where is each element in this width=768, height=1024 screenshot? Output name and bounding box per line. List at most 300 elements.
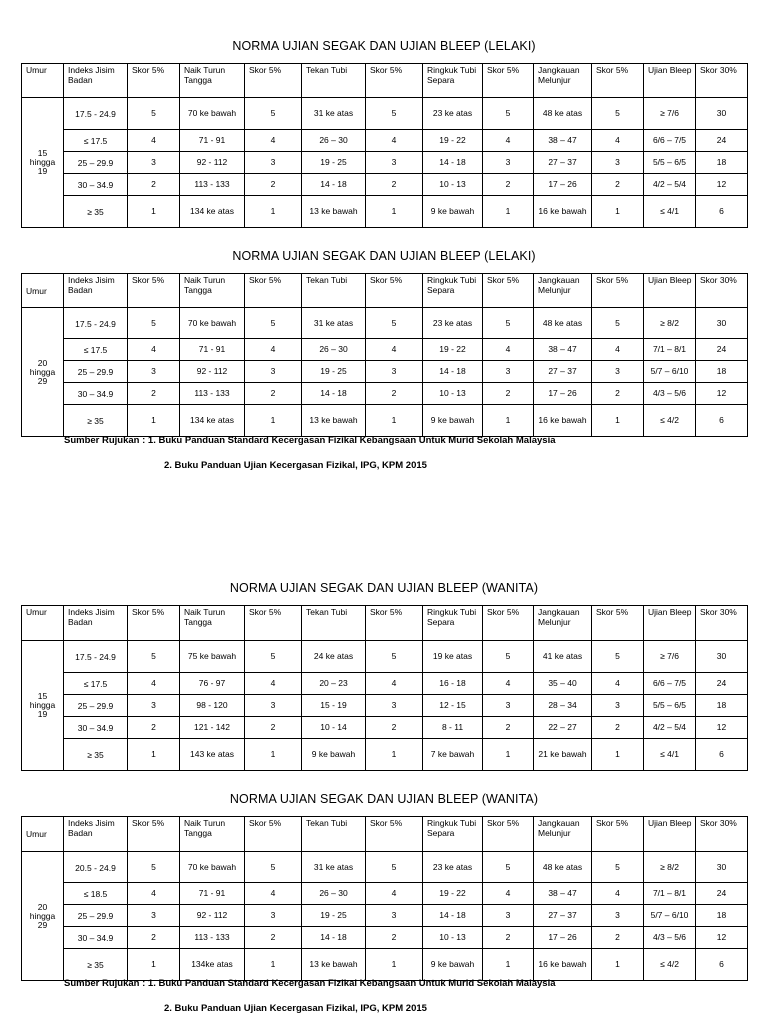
table-row: [22, 98, 748, 130]
imt-value: ≥ 35: [87, 750, 104, 760]
table-cell: 9 ke bawah: [423, 196, 483, 228]
table-cell: 1: [245, 405, 302, 437]
table-cell: 3: [483, 152, 534, 174]
table-row: [22, 883, 748, 905]
table-cell: 17 – 26: [534, 927, 592, 949]
column-header: Skor 30%: [696, 274, 748, 308]
table-cell: 24 ke atas: [302, 641, 366, 673]
table-cell: 3: [366, 361, 423, 383]
table-cell: 9 ke bawah: [423, 405, 483, 437]
table-cell: 3: [483, 695, 534, 717]
table-cell: 4: [592, 883, 644, 905]
table-cell: 121 - 142: [180, 717, 245, 739]
table-cell: 14 - 18: [302, 927, 366, 949]
table-cell: 2: [592, 717, 644, 739]
table-cell: 26 – 30: [302, 339, 366, 361]
table-row: [22, 673, 748, 695]
table-cell: 27 – 37: [534, 361, 592, 383]
table-cell: 38 – 47: [534, 130, 592, 152]
imt-cell: [64, 883, 128, 905]
table-cell: 19 - 22: [423, 130, 483, 152]
table-cell: 75 ke bawah: [180, 641, 245, 673]
table-cell: 4: [366, 130, 423, 152]
table-cell: 71 - 91: [180, 339, 245, 361]
table-cell: 5: [592, 98, 644, 130]
table-cell: 19 ke atas: [423, 641, 483, 673]
header-row: [22, 606, 748, 641]
table-cell: 2: [592, 927, 644, 949]
column-header: Jangkauan Melunjur: [534, 64, 592, 98]
table-cell: 35 – 40: [534, 673, 592, 695]
imt-value: 25 – 29.9: [77, 911, 114, 921]
table-cell: 3: [245, 361, 302, 383]
table-cell: 2: [128, 927, 180, 949]
table-cell: 3: [592, 695, 644, 717]
column-header: Naik Turun Tangga: [180, 64, 245, 98]
table-cell: 7/1 – 8/1: [644, 339, 696, 361]
table-cell: 2: [245, 717, 302, 739]
table-cell: 5/5 – 6/5: [644, 695, 696, 717]
table-cell: 92 - 112: [180, 361, 245, 383]
table-cell: 14 - 18: [423, 152, 483, 174]
table-cell: 4: [483, 130, 534, 152]
table-cell: 1: [592, 405, 644, 437]
table-cell: 10 - 13: [423, 383, 483, 405]
table-cell: 98 - 120: [180, 695, 245, 717]
umur-label: 19: [37, 166, 48, 176]
table-cell: 5: [366, 98, 423, 130]
imt-cell: [64, 361, 128, 383]
table-row: [22, 852, 748, 883]
imt-cell: [64, 641, 128, 673]
column-header: Skor 5%: [128, 817, 180, 852]
column-header: Skor 5%: [592, 606, 644, 641]
table-cell: 5: [128, 852, 180, 883]
column-header: Skor 5%: [245, 606, 302, 641]
table-cell: 113 - 133: [180, 927, 245, 949]
header-row: [22, 817, 748, 852]
table-cell: 1: [592, 949, 644, 981]
imt-value: ≥ 35: [87, 960, 104, 970]
column-header: Skor 30%: [696, 64, 748, 98]
column-header: Skor 5%: [483, 817, 534, 852]
source-reference: 2. Buku Panduan Ujian Kecergasan Fizikal, IPG, KPM 2015: [164, 460, 427, 471]
table-cell: 5: [483, 98, 534, 130]
table-cell: 1: [483, 405, 534, 437]
table-cell: 4: [592, 130, 644, 152]
table-cell: 27 – 37: [534, 905, 592, 927]
table-cell: 3: [128, 361, 180, 383]
imt-value: 25 – 29.9: [77, 701, 114, 711]
imt-value: 25 – 29.9: [77, 158, 114, 168]
table-cell: 3: [128, 152, 180, 174]
table-cell: 4: [128, 130, 180, 152]
column-header: Ujian Bleep: [644, 274, 696, 308]
table-cell: 10 - 13: [423, 174, 483, 196]
table-cell: 5: [366, 641, 423, 673]
table-cell: 5: [366, 852, 423, 883]
table-cell: 2: [128, 717, 180, 739]
table-cell: 5: [592, 308, 644, 339]
imt-cell: [64, 196, 128, 228]
table-cell: 19 - 25: [302, 905, 366, 927]
column-header: Skor 5%: [245, 64, 302, 98]
table-cell: 30: [696, 852, 748, 883]
table-cell: 3: [128, 695, 180, 717]
imt-value: ≤ 17.5: [83, 679, 108, 689]
table-cell: 134ke atas: [180, 949, 245, 981]
table-cell: 3: [483, 905, 534, 927]
table-row: [22, 695, 748, 717]
table-cell: 4: [128, 339, 180, 361]
table-cell: 30: [696, 308, 748, 339]
umur-cell: [22, 308, 64, 437]
table-cell: 8 - 11: [423, 717, 483, 739]
table-cell: 12: [696, 174, 748, 196]
table-cell: 2: [592, 174, 644, 196]
table-cell: 4/3 – 5/6: [644, 927, 696, 949]
table-cell: 3: [592, 361, 644, 383]
umur-label: 15: [37, 148, 48, 158]
umur-label: hingga: [29, 910, 56, 921]
table-cell: 14 - 18: [423, 361, 483, 383]
table-cell: 9 ke bawah: [302, 739, 366, 771]
table-cell: 31 ke atas: [302, 852, 366, 883]
table-cell: 71 - 91: [180, 130, 245, 152]
table-cell: 4: [483, 883, 534, 905]
column-header: Jangkauan Melunjur: [534, 817, 592, 852]
table-cell: 15 - 19: [302, 695, 366, 717]
table-cell: 4: [245, 130, 302, 152]
table-cell: 1: [128, 949, 180, 981]
imt-value: 30 – 34.9: [77, 180, 114, 190]
column-header: Naik Turun Tangga: [180, 817, 245, 852]
table-cell: 134 ke atas: [180, 405, 245, 437]
imt-cell: [64, 927, 128, 949]
table-cell: 23 ke atas: [423, 308, 483, 339]
column-header: Indeks Jisim Badan: [64, 606, 128, 641]
column-header: Ujian Bleep: [644, 606, 696, 641]
column-header: Jangkauan Melunjur: [534, 606, 592, 641]
umur-label: hingga: [29, 366, 56, 377]
table-cell: 4: [366, 673, 423, 695]
table-cell: 4: [245, 883, 302, 905]
table-cell: 5: [483, 852, 534, 883]
table-cell: 1: [366, 196, 423, 228]
table-row: [22, 174, 748, 196]
table-cell: 2: [128, 383, 180, 405]
table-cell: 6: [696, 405, 748, 437]
column-header: Skor 5%: [128, 606, 180, 641]
umur-label: 19: [37, 709, 48, 719]
table-cell: 19 - 22: [423, 339, 483, 361]
table-cell: ≤ 4/2: [644, 405, 696, 437]
table-cell: 19 - 25: [302, 361, 366, 383]
table-cell: 4: [483, 339, 534, 361]
umur-label: hingga: [29, 700, 56, 710]
column-header: Skor 30%: [696, 606, 748, 641]
column-header: Indeks Jisim Badan: [64, 274, 128, 308]
imt-cell: [64, 905, 128, 927]
table-cell: 143 ke atas: [180, 739, 245, 771]
imt-value: 17.5 - 24.9: [75, 109, 116, 119]
column-header: Skor 5%: [592, 274, 644, 308]
imt-cell: [64, 383, 128, 405]
section-title: NORMA UJIAN SEGAK DAN UJIAN BLEEP (WANITA): [229, 792, 539, 806]
table-cell: 17 – 26: [534, 174, 592, 196]
table-cell: 48 ke atas: [534, 98, 592, 130]
table-cell: 4: [366, 883, 423, 905]
section-title: NORMA UJIAN SEGAK DAN UJIAN BLEEP (WANITA): [229, 581, 539, 595]
umur-label: 15: [37, 691, 48, 701]
imt-value: 30 – 34.9: [77, 723, 114, 733]
table-cell: 38 – 47: [534, 883, 592, 905]
table-cell: 2: [245, 383, 302, 405]
umur-cell: [22, 852, 64, 981]
umur-label: 20: [37, 357, 48, 368]
column-header: Umur: [22, 274, 64, 308]
table-cell: ≥ 8/2: [644, 852, 696, 883]
table-cell: 5: [483, 308, 534, 339]
table-cell: ≥ 7/6: [644, 641, 696, 673]
source-reference: Sumber Rujukan : 1. Buku Panduan Standard Kecergasan Fizikal Kebangsaan Untuk Murid Sekolah Malaysia: [64, 978, 556, 989]
table-cell: 2: [483, 174, 534, 196]
table-row: [22, 308, 748, 339]
table-cell: 5: [245, 852, 302, 883]
table-cell: 1: [366, 739, 423, 771]
table-row: [22, 383, 748, 405]
column-header: Ringkuk Tubi Separa: [423, 64, 483, 98]
source-reference: 2. Buku Panduan Ujian Kecergasan Fizikal, IPG, KPM 2015: [164, 1003, 427, 1014]
column-header: Skor 5%: [592, 64, 644, 98]
table-cell: 6: [696, 196, 748, 228]
table-cell: 4: [245, 673, 302, 695]
imt-value: 17.5 - 24.9: [75, 318, 116, 329]
table-cell: 3: [366, 695, 423, 717]
column-header: Umur: [22, 64, 64, 98]
header-row: [22, 64, 748, 98]
table-cell: 4: [128, 883, 180, 905]
column-header: Tekan Tubi: [302, 274, 366, 308]
imt-cell: [64, 852, 128, 883]
source-reference: Sumber Rujukan : 1. Buku Panduan Standard Kecergasan Fizikal Kebangsaan Untuk Murid Sekolah Malaysia: [64, 435, 556, 446]
table-cell: 3: [592, 905, 644, 927]
table-cell: 14 - 18: [302, 383, 366, 405]
table-cell: 3: [592, 152, 644, 174]
table-cell: 14 - 18: [423, 905, 483, 927]
column-header: Skor 5%: [483, 64, 534, 98]
table-cell: 4/2 – 5/4: [644, 174, 696, 196]
table-cell: 70 ke bawah: [180, 308, 245, 339]
table-row: [22, 905, 748, 927]
table-cell: 113 - 133: [180, 383, 245, 405]
table-cell: 5: [592, 852, 644, 883]
table-cell: 4/3 – 5/6: [644, 383, 696, 405]
imt-cell: [64, 174, 128, 196]
table-cell: 12: [696, 927, 748, 949]
table-cell: 7/1 – 8/1: [644, 883, 696, 905]
table-cell: 48 ke atas: [534, 308, 592, 339]
table-cell: 31 ke atas: [302, 308, 366, 339]
table-cell: 7 ke bawah: [423, 739, 483, 771]
column-header: Ringkuk Tubi Separa: [423, 606, 483, 641]
norma-table: [21, 63, 748, 228]
table-cell: 113 - 133: [180, 174, 245, 196]
umur-cell: [22, 98, 64, 228]
table-cell: 3: [366, 905, 423, 927]
table-cell: 2: [245, 174, 302, 196]
table-cell: 4: [483, 673, 534, 695]
table-cell: 21 ke bawah: [534, 739, 592, 771]
table-cell: 19 - 22: [423, 883, 483, 905]
column-header: Umur: [22, 606, 64, 641]
header-row: [22, 274, 748, 308]
imt-cell: [64, 98, 128, 130]
table-row: [22, 196, 748, 228]
table-cell: 2: [483, 927, 534, 949]
norma-table: [21, 816, 748, 981]
table-cell: 4: [366, 339, 423, 361]
table-cell: 5/7 – 6/10: [644, 905, 696, 927]
imt-value: 30 – 34.9: [77, 933, 114, 943]
table-cell: 2: [483, 383, 534, 405]
column-header: Skor 5%: [592, 817, 644, 852]
section-title: NORMA UJIAN SEGAK DAN UJIAN BLEEP (LELAKI): [232, 249, 536, 263]
table-cell: 24: [696, 130, 748, 152]
table-row: [22, 717, 748, 739]
table-cell: 26 – 30: [302, 130, 366, 152]
table-row: [22, 405, 748, 437]
table-cell: 18: [696, 361, 748, 383]
column-header: Naik Turun Tangga: [180, 606, 245, 641]
imt-cell: [64, 717, 128, 739]
table-cell: 20 – 23: [302, 673, 366, 695]
column-header: Ringkuk Tubi Separa: [423, 274, 483, 308]
table-cell: 2: [366, 383, 423, 405]
table-cell: 134 ke atas: [180, 196, 245, 228]
table-row: [22, 339, 748, 361]
table-cell: 70 ke bawah: [180, 852, 245, 883]
table-cell: 4: [128, 673, 180, 695]
table-cell: 3: [245, 152, 302, 174]
column-header: Tekan Tubi: [302, 606, 366, 641]
table-cell: 1: [366, 949, 423, 981]
column-header: Ujian Bleep: [644, 64, 696, 98]
table-cell: 5: [592, 641, 644, 673]
table-cell: ≥ 8/2: [644, 308, 696, 339]
column-header: Skor 5%: [483, 274, 534, 308]
column-header: Skor 5%: [128, 64, 180, 98]
table-cell: 5: [128, 308, 180, 339]
table-cell: 3: [483, 361, 534, 383]
table-cell: 28 – 34: [534, 695, 592, 717]
section-title: NORMA UJIAN SEGAK DAN UJIAN BLEEP (LELAKI): [232, 39, 536, 53]
table-cell: 6: [696, 739, 748, 771]
table-row: [22, 361, 748, 383]
table-cell: 10 - 13: [423, 927, 483, 949]
table-cell: 24: [696, 339, 748, 361]
table-cell: 1: [128, 739, 180, 771]
imt-value: 20.5 - 24.9: [75, 862, 116, 873]
table-cell: 18: [696, 152, 748, 174]
table-cell: 13 ke bawah: [302, 949, 366, 981]
table-cell: 2: [592, 383, 644, 405]
table-cell: 5: [483, 641, 534, 673]
imt-value: 30 – 34.9: [77, 389, 114, 399]
table-cell: 92 - 112: [180, 905, 245, 927]
table-cell: 2: [366, 927, 423, 949]
table-cell: 16 ke bawah: [534, 949, 592, 981]
table-cell: 4/2 – 5/4: [644, 717, 696, 739]
imt-cell: [64, 673, 128, 695]
table-cell: 2: [245, 927, 302, 949]
table-cell: 12: [696, 383, 748, 405]
imt-cell: [64, 339, 128, 361]
table-row: [22, 152, 748, 174]
imt-value: ≥ 35: [87, 207, 104, 217]
table-cell: 3: [128, 905, 180, 927]
table-cell: ≥ 7/6: [644, 98, 696, 130]
table-cell: 3: [245, 905, 302, 927]
table-cell: 38 – 47: [534, 339, 592, 361]
column-header: Skor 5%: [245, 274, 302, 308]
table-cell: 23 ke atas: [423, 98, 483, 130]
norma-table: [21, 273, 748, 437]
column-header: Indeks Jisim Badan: [64, 64, 128, 98]
column-header: Skor 5%: [366, 606, 423, 641]
umur-label: 20: [37, 901, 48, 912]
table-cell: 5: [245, 641, 302, 673]
table-cell: 1: [128, 405, 180, 437]
column-header: Skor 5%: [366, 817, 423, 852]
table-cell: 16 ke bawah: [534, 196, 592, 228]
table-cell: 30: [696, 98, 748, 130]
table-cell: 12: [696, 717, 748, 739]
table-cell: 1: [483, 196, 534, 228]
table-row: [22, 130, 748, 152]
table-cell: 1: [592, 739, 644, 771]
imt-value: ≤ 17.5: [83, 136, 108, 146]
imt-cell: [64, 308, 128, 339]
table-cell: 9 ke bawah: [423, 949, 483, 981]
umur-label: 29: [37, 919, 48, 930]
column-header: Skor 5%: [366, 64, 423, 98]
table-cell: 1: [245, 739, 302, 771]
table-cell: 30: [696, 641, 748, 673]
imt-value: ≥ 35: [87, 416, 104, 426]
table-cell: 5/5 – 6/5: [644, 152, 696, 174]
table-cell: 92 - 112: [180, 152, 245, 174]
table-cell: 1: [366, 405, 423, 437]
table-cell: 22 – 27: [534, 717, 592, 739]
column-header: Umur: [22, 817, 64, 852]
table-cell: 1: [128, 196, 180, 228]
table-cell: ≤ 4/1: [644, 196, 696, 228]
column-header: Skor 30%: [696, 817, 748, 852]
table-cell: 2: [128, 174, 180, 196]
table-cell: 5/7 – 6/10: [644, 361, 696, 383]
imt-cell: [64, 152, 128, 174]
table-cell: 5: [245, 98, 302, 130]
column-header: Jangkauan Melunjur: [534, 274, 592, 308]
table-cell: 41 ke atas: [534, 641, 592, 673]
table-cell: 12 - 15: [423, 695, 483, 717]
column-header: Ujian Bleep: [644, 817, 696, 852]
table-cell: 1: [245, 196, 302, 228]
norma-table: [21, 605, 748, 771]
imt-cell: [64, 405, 128, 437]
table-row: [22, 739, 748, 771]
